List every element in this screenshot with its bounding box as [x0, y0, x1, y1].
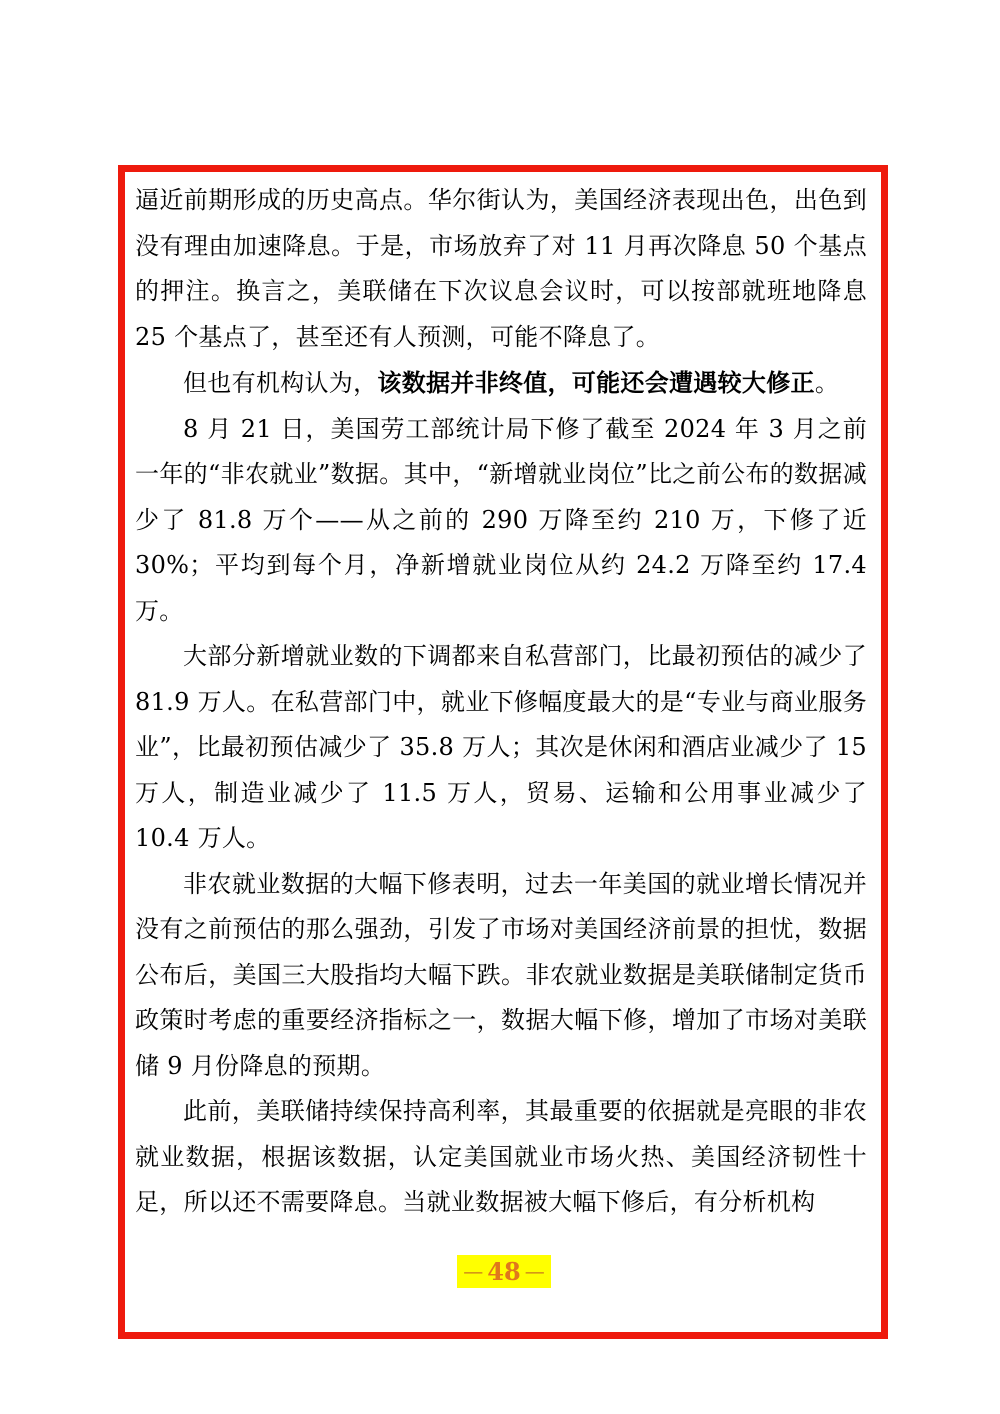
- page-number-dash-left: —: [463, 1259, 484, 1283]
- page-number: [457, 1255, 551, 1288]
- paragraph-3: 8 月 21 日，美国劳工部统计局下修了截至 2024 年 3 月之前一年的“非农就业”数据。其中，“新增就业岗位”比之前公布的数据减少了 81.8 万个——从之前的 290 万降至约 210 万，下修了近 30%；平均到每个月，净新增就业岗位从约 24.2 万降至约 17.4 万。: [135, 414, 867, 625]
- page-number-value: 48: [487, 1257, 521, 1286]
- paragraph-4: 大部分新增就业数的下调都来自私营部门，比最初预估的减少了 81.9 万人。在私营部门中，就业下修幅度最大的是“专业与商业服务业”，比最初预估减少了 35.8 万人；其次是休闲和酒店业减少了 15 万人，制造业减少了 11.5 万人，贸易、运输和公用事业减少了 10.4 万人。: [135, 642, 867, 852]
- paragraph-1: 逼近前期形成的历史高点。华尔街认为，美国经济表现出色，出色到没有理由加速降息。于是，市场放弃了对 11 月再次降息 50 个基点的押注。换言之，美联储在下次议息会议时，可以按部就班地降息 25 个基点了，甚至还有人预测，可能不降息了。: [135, 186, 867, 351]
- paragraph-2: [135, 360, 867, 407]
- paragraph-6: 此前，美联储持续保持高利率，其最重要的依据就是亮眼的非农就业数据，根据该数据，认定美国就业市场火热、美国经济韧性十足，所以还不需要降息。当就业数据被大幅下修后，有分析机构: [135, 1097, 867, 1216]
- page-number-dash-right: —: [524, 1259, 545, 1283]
- paragraph-5: 非农就业数据的大幅下修表明，过去一年美国的就业增长情况并没有之前预估的那么强劲，引发了市场对美国经济前景的担忧，数据公布后，美国三大股指均大幅下跌。非农就业数据是美联储制定货币政策时考虑的重要经济指标之一，数据大幅下修，增加了市场对美联储 9 月份降息的预期。: [135, 869, 867, 1080]
- paragraph-2-tail: 。: [814, 369, 840, 397]
- paragraph-2-lead: 但也有机构认为，: [183, 369, 378, 397]
- paragraph-2-bold-emphasis: 该数据并非终值，可能还会遭遇较大修正: [377, 368, 815, 397]
- document-body: [135, 178, 867, 1226]
